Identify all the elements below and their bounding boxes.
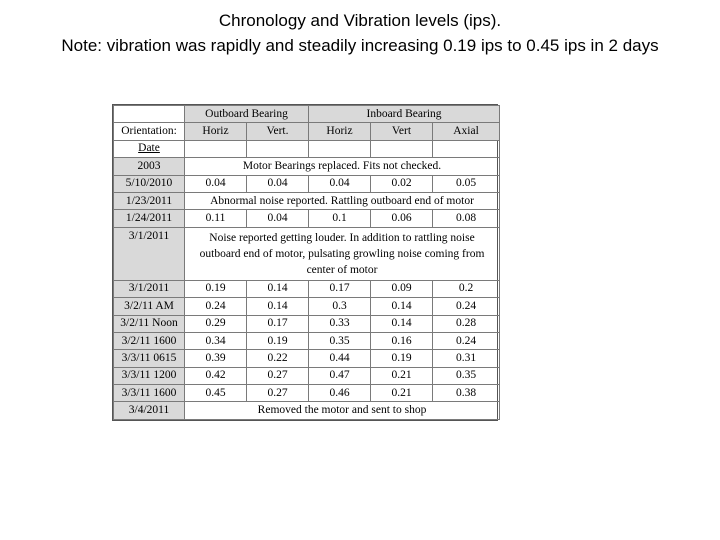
reading-cell: 0.21 — [371, 385, 433, 402]
reading-cell: 0.47 — [309, 367, 371, 384]
reading-cell: 0.17 — [247, 315, 309, 332]
row-note: Noise reported getting louder. In addition to rattling noise outboard end of motor, pulsating growling noise coming from center of motor — [185, 227, 500, 280]
reading-cell: 0.21 — [371, 367, 433, 384]
group-inboard: Inboard Bearing — [309, 106, 500, 123]
date-header-row — [114, 140, 500, 157]
reading-cell: 0.39 — [185, 350, 247, 367]
page-title: Chronology and Vibration levels (ips). — [218, 11, 502, 30]
row-date: 3/2/11 AM — [114, 298, 185, 315]
row-date: 2003 — [114, 158, 185, 175]
reading-cell: 0.28 — [433, 315, 500, 332]
table-row — [114, 385, 500, 402]
row-date: 1/24/2011 — [114, 210, 185, 227]
row-date: 3/2/11 1600 — [114, 332, 185, 349]
reading-cell: 0.34 — [185, 332, 247, 349]
reading-cell: 0.24 — [433, 298, 500, 315]
reading-cell: 0.04 — [247, 210, 309, 227]
row-date: 3/3/11 0615 — [114, 350, 185, 367]
orient-ob-horiz: Horiz — [185, 123, 247, 140]
row-date: 1/23/2011 — [114, 192, 185, 209]
row-note: Abnormal noise reported. Rattling outboard end of motor — [185, 192, 500, 209]
table-row — [114, 315, 500, 332]
page-subtitle: Note: vibration was rapidly and steadily increasing 0.19 ips to 0.45 ips in 2 days — [61, 36, 659, 55]
row-date: 3/1/2011 — [114, 227, 185, 280]
group-header-row — [114, 106, 500, 123]
reading-cell: 0.3 — [309, 298, 371, 315]
reading-cell: 0.35 — [309, 332, 371, 349]
reading-cell: 0.16 — [371, 332, 433, 349]
row-date: 3/3/11 1200 — [114, 367, 185, 384]
reading-cell: 0.38 — [433, 385, 500, 402]
reading-cell: 0.19 — [185, 280, 247, 297]
reading-cell: 0.02 — [371, 175, 433, 192]
reading-cell: 0.19 — [247, 332, 309, 349]
reading-cell: 0.22 — [247, 350, 309, 367]
reading-cell: 0.44 — [309, 350, 371, 367]
table-row — [114, 210, 500, 227]
row-date: 3/3/11 1600 — [114, 385, 185, 402]
table-row — [114, 227, 500, 280]
reading-cell: 0.11 — [185, 210, 247, 227]
reading-cell: 0.46 — [309, 385, 371, 402]
table-row — [114, 402, 500, 420]
reading-cell: 0.27 — [247, 385, 309, 402]
reading-cell: 0.33 — [309, 315, 371, 332]
reading-cell: 0.27 — [247, 367, 309, 384]
reading-cell: 0.29 — [185, 315, 247, 332]
reading-cell: 0.24 — [185, 298, 247, 315]
reading-cell: 0.31 — [433, 350, 500, 367]
row-date: 3/2/11 Noon — [114, 315, 185, 332]
date-label: Date — [114, 140, 185, 157]
row-date: 5/10/2010 — [114, 175, 185, 192]
corner-cell — [114, 106, 185, 123]
reading-cell: 0.24 — [433, 332, 500, 349]
reading-cell: 0.06 — [371, 210, 433, 227]
reading-cell: 0.14 — [247, 298, 309, 315]
orientation-row — [114, 123, 500, 140]
reading-cell: 0.45 — [185, 385, 247, 402]
table-row — [114, 158, 500, 175]
table-row — [114, 192, 500, 209]
row-date: 3/1/2011 — [114, 280, 185, 297]
row-date: 3/4/2011 — [114, 402, 185, 420]
reading-cell: 0.04 — [247, 175, 309, 192]
orient-ib-horiz: Horiz — [309, 123, 371, 140]
table-row — [114, 280, 500, 297]
orient-ib-vert: Vert — [371, 123, 433, 140]
reading-cell: 0.1 — [309, 210, 371, 227]
table-row — [114, 332, 500, 349]
table-row — [114, 367, 500, 384]
reading-cell: 0.14 — [371, 315, 433, 332]
reading-cell: 0.42 — [185, 367, 247, 384]
group-outboard: Outboard Bearing — [185, 106, 309, 123]
reading-cell: 0.35 — [433, 367, 500, 384]
vibration-table — [112, 104, 498, 421]
reading-cell: 0.05 — [433, 175, 500, 192]
table-row — [114, 350, 500, 367]
reading-cell: 0.17 — [309, 280, 371, 297]
reading-cell: 0.09 — [371, 280, 433, 297]
orient-ob-vert: Vert. — [247, 123, 309, 140]
table-row — [114, 298, 500, 315]
reading-cell: 0.08 — [433, 210, 500, 227]
reading-cell: 0.04 — [309, 175, 371, 192]
reading-cell: 0.04 — [185, 175, 247, 192]
table-row — [114, 175, 500, 192]
row-note: Motor Bearings replaced. Fits not checked. — [185, 158, 500, 175]
reading-cell: 0.14 — [247, 280, 309, 297]
row-note: Removed the motor and sent to shop — [185, 402, 500, 420]
orientation-label: Orientation: — [114, 123, 185, 140]
reading-cell: 0.19 — [371, 350, 433, 367]
reading-cell: 0.2 — [433, 280, 500, 297]
reading-cell: 0.14 — [371, 298, 433, 315]
orient-ib-axial: Axial — [433, 123, 500, 140]
